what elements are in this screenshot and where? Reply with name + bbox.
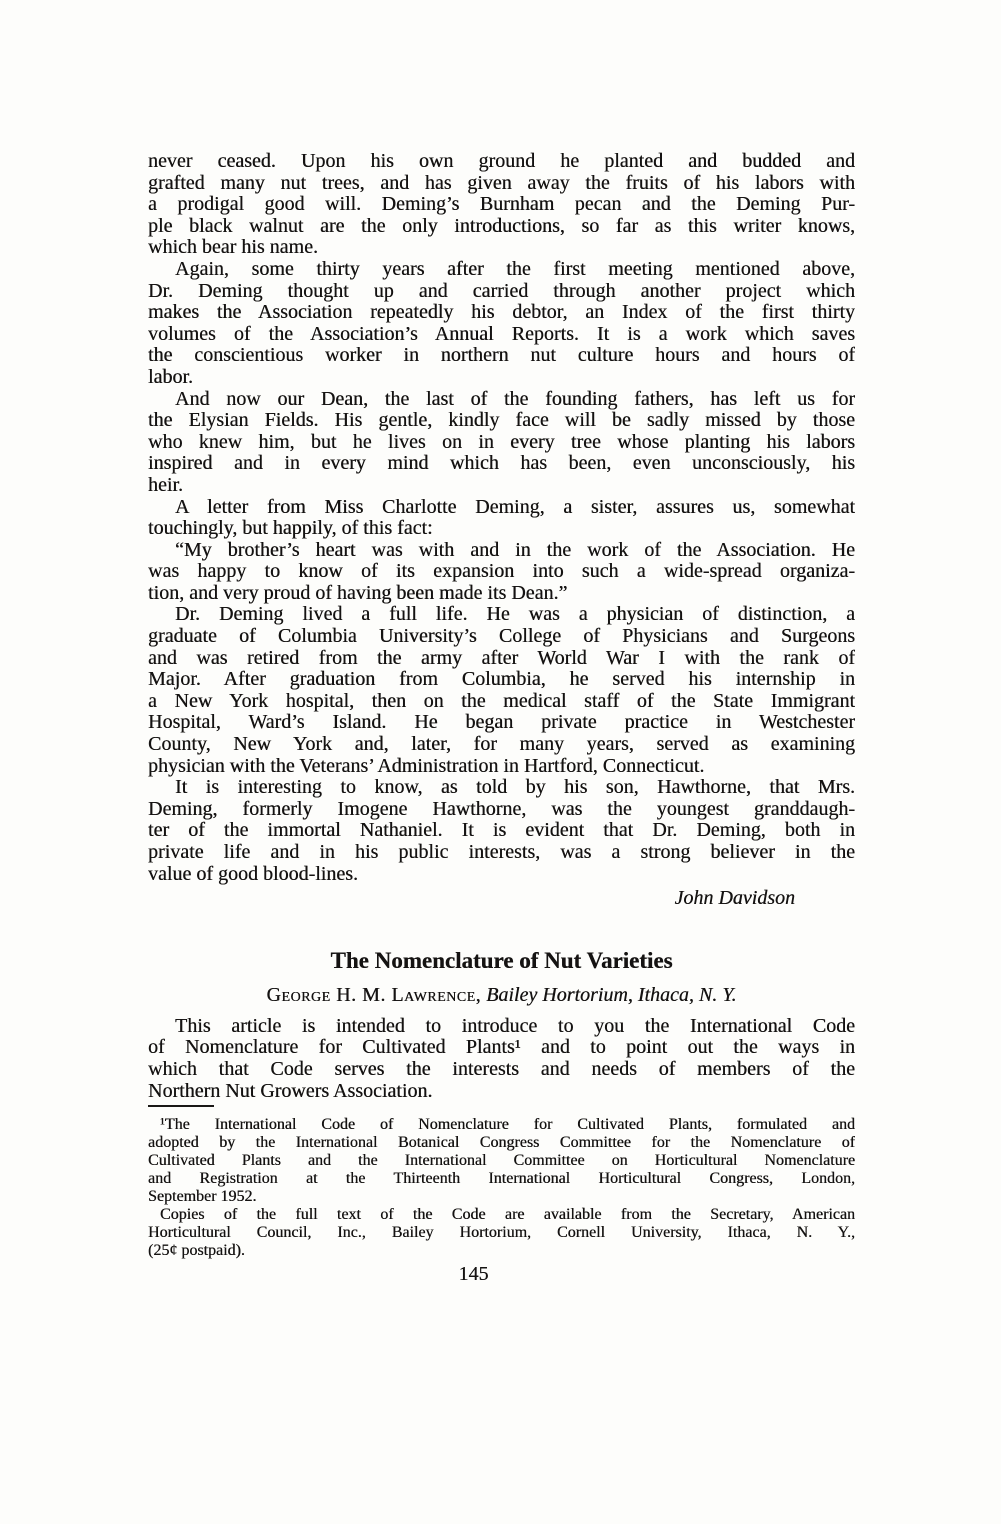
text-line: Dr. Deming lived a full life. He was a physician of distinction, a [175,604,855,626]
article-title: The Nomenclature of Nut Varieties [330,947,673,973]
text-line: who knew him, but he lives on in every tree whose planting his labors [148,431,855,453]
text-line: This article is intended to introduce to you the International Code [175,1015,855,1037]
text-line: ter of the immortal Nathaniel. It is evident that Dr. Deming, both in [148,820,855,842]
text-line: a prodigal good will. Deming’s Burnham pecan and the Deming Pur- [148,194,855,216]
text-line: of Nomenclature for Cultivated Plants¹ and to point out the ways in [148,1037,855,1059]
text-line: was happy to know of its expansion into such a wide-spread organiza- [148,561,855,583]
text-line: And now our Dean, the last of the founding fathers, has left us for [175,388,855,410]
text-line: makes the Association repeatedly his debtor, an Index of the first thirty [148,302,855,324]
byline-affiliation: Bailey Hortorium, Ithaca, N. Y. [481,983,737,1006]
page-number: 145 [458,1263,489,1286]
text-line: heir. [148,474,183,496]
text-line: County, New York and, later, for many years, served as examining [148,734,855,756]
text-line: Dr. Deming thought up and carried through another project which [148,280,855,302]
text-line: grafted many nut trees, and has given away the fruits of his labors with [148,172,855,194]
paragraph [148,777,855,885]
text-line: September 1952. [148,1188,257,1206]
text-line: “My brother’s heart was with and in the work of the Association. He [175,539,855,561]
text-line: Northern Nut Growers Association. [148,1080,433,1102]
text-line: Major. After graduation from Columbia, he served his internship in [148,669,855,691]
text-line: ple black walnut are the only introductions, so far as this writer knows, [148,215,855,237]
text-line: Horticultural Council, Inc., Bailey Hortorium, Cornell University, Ithaca, N. Y., [148,1224,855,1242]
text-line: graduate of Columbia University’s College of Physicians and Surgeons [148,626,855,648]
text-line: value of good blood-lines. [148,863,358,885]
footnote-separator [148,1105,214,1107]
text-line: the conscientious worker in northern nut culture hours and hours of [148,345,855,367]
article-intro [148,1016,855,1102]
text-column [148,151,855,1285]
text-line: and was retired from the army after World War I with the rank of [148,647,855,669]
paragraph [148,259,855,389]
text-line: Cultivated Plants and the International Committee on Horticultural Nomenclature [148,1152,855,1170]
article-byline [148,983,855,1007]
footnotes [148,1116,855,1260]
text-line: Hospital, Ward’s Island. He began private practice in Westchester [148,712,855,734]
text-line: inspired and in every mind which has been, even unconsciously, his [148,453,855,475]
paragraph [148,1016,855,1102]
paragraph [148,604,855,777]
text-line: never ceased. Upon his own ground he planted and budded and [148,151,855,172]
paragraph [148,389,855,497]
paragraph [148,497,855,540]
text-line: touchingly, but happily, of this fact: [148,518,433,540]
text-line: (25¢ postpaid). [148,1242,245,1260]
text-line: and Registration at the Thirteenth International Horticultural Congress, London, [148,1170,855,1188]
text-line: a New York hospital, then on the medical staff of the State Immigrant [148,690,855,712]
text-line: Deming, formerly Imogene Hawthorne, was the youngest granddaugh- [148,798,855,820]
text-line: It is interesting to know, as told by his son, Hawthorne, that Mrs. [175,777,855,799]
paragraph [148,1116,855,1206]
paragraph [148,151,855,259]
text-line: tion, and very proud of having been made its Dean.” [148,582,568,604]
memorial-text [148,151,855,885]
text-line: physician with the Veterans’ Administration in Hartford, Connecticut. [148,755,705,777]
text-line: the Elysian Fields. His gentle, kindly face will be sadly missed by those [148,410,855,432]
signature: John Davidson [674,887,795,910]
text-line: labor. [148,366,193,388]
text-line: adopted by the International Botanical Congress Committee for the Nomenclature of [148,1134,855,1152]
paragraph [148,540,855,605]
text-line: ¹The International Code of Nomenclature for Cultivated Plants, formulated and [160,1116,855,1134]
text-line: which that Code serves the interests and needs of members of the [148,1058,855,1080]
text-line: Copies of the full text of the Code are available from the Secretary, American [160,1206,855,1224]
byline-author: George H. M. Lawrence, [266,983,482,1006]
text-line: private life and in his public interests, was a strong believer in the [148,842,855,863]
text-line: A letter from Miss Charlotte Deming, a sister, assures us, somewhat [175,496,855,518]
paragraph [148,1206,855,1260]
text-line: Again, some thirty years after the first meeting mentioned above, [175,258,855,280]
text-line: volumes of the Association’s Annual Reports. It is a work which saves [148,323,855,345]
text-line: which bear his name. [148,237,318,259]
